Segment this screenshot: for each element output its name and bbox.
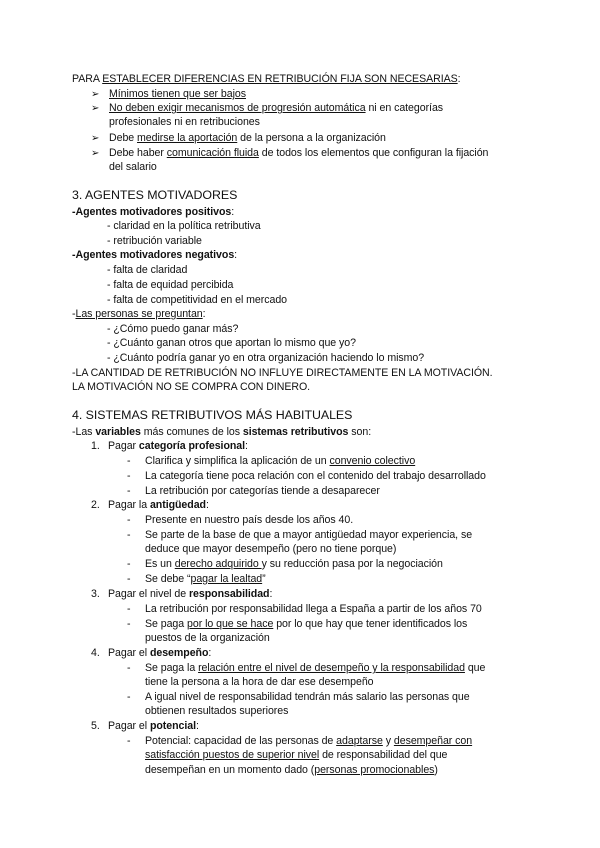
sub-text: Se paga la xyxy=(145,662,199,674)
question-item: - ¿Cuánto ganan otros que aportan lo mismo que yo? xyxy=(107,337,356,349)
item-bold: desempeño xyxy=(149,647,209,659)
list-number: 3. xyxy=(91,588,100,600)
dash-bullet: - xyxy=(127,573,131,585)
sub-text: por lo que hay que tener identificados los xyxy=(273,618,468,630)
item-bold: categoría profesional xyxy=(138,440,246,452)
item-5-sub-1-cont xyxy=(145,749,447,762)
sub-underlined: derecho adquirido xyxy=(174,558,262,570)
sub-underlined: pagar la lealtad xyxy=(190,573,263,585)
section-4-intro xyxy=(72,426,371,439)
item-4-sub-2-cont: obtienen resultados superiores xyxy=(145,705,289,717)
positive-label: -Agentes motivadores positivos: xyxy=(72,206,235,218)
dash-bullet: - xyxy=(127,603,131,615)
sub-underlined: por lo que se hace xyxy=(187,618,274,630)
arrow-bullet-icon: ➢ xyxy=(91,103,100,114)
bullet-text: de la persona a la organización xyxy=(237,132,386,144)
sub-underlined: relación entre el nivel de desempeño y la responsabilidad xyxy=(198,662,465,674)
sub-text: Se debe “ xyxy=(145,573,191,585)
question-item: - ¿Cómo puedo ganar más? xyxy=(107,323,239,335)
negative-item: - falta de equidad percibida xyxy=(107,279,234,291)
title-underlined xyxy=(102,73,457,85)
intro-bold: variables xyxy=(95,426,141,438)
section-4-heading: 4. SISTEMAS RETRIBUTIVOS MÁS HABITUALES xyxy=(72,408,353,422)
questions-label-text: Las personas se preguntan xyxy=(75,308,203,320)
item-1-sub-3: La retribución por categorías tiende a desaparecer xyxy=(145,485,380,497)
sub-text: Es un xyxy=(145,558,175,570)
sub-text: y xyxy=(382,735,394,747)
item-5-sub-1-cont2 xyxy=(145,764,438,777)
dash-bullet: - xyxy=(127,485,131,497)
dash-bullet: - xyxy=(127,529,131,541)
negative-label-text: -Agentes motivadores negativos xyxy=(72,249,235,261)
item-text: Pagar el xyxy=(108,647,150,659)
sub-text: ” xyxy=(262,573,266,585)
negative-item: - falta de competitividad en el mercado xyxy=(107,294,288,306)
sub-underlined: personas promocionables xyxy=(314,764,435,776)
item-text: Pagar xyxy=(108,440,139,452)
dash-bullet: - xyxy=(127,514,131,526)
dash-bullet: - xyxy=(127,558,131,570)
item-3-sub-2 xyxy=(145,618,467,631)
item-text: : xyxy=(245,440,248,452)
fija-bullet-2 xyxy=(109,102,443,115)
item-2-sub-3 xyxy=(145,558,443,571)
fija-title xyxy=(72,73,461,86)
conclusion-line-2: LA MOTIVACIÓN NO SE COMPRA CON DINERO. xyxy=(72,381,311,393)
item-2-sub-4 xyxy=(145,573,266,586)
item-1-title xyxy=(108,440,248,453)
title-prefix: PARA xyxy=(72,73,100,85)
dash-bullet: - xyxy=(127,455,131,467)
fija-bullet-1 xyxy=(109,88,246,101)
item-text: Pagar el nivel de xyxy=(108,588,189,600)
item-text: Pagar el xyxy=(108,720,150,732)
bullet-text: ni en categorías xyxy=(365,102,444,114)
sub-text: y su reducción pasa por la negociación xyxy=(261,558,443,570)
item-3-sub-1: La retribución por responsabilidad llega a España a partir de los años 70 xyxy=(145,603,482,615)
sub-text: que xyxy=(464,662,486,674)
item-4-sub-2: A igual nivel de responsabilidad tendrán más salario las personas que xyxy=(145,691,470,703)
question-item: - ¿Cuánto podría ganar yo en otra organización haciendo lo mismo? xyxy=(107,352,425,364)
dash: - xyxy=(72,308,76,320)
item-bold: potencial xyxy=(149,720,197,732)
sub-text: Se paga xyxy=(145,618,188,630)
bullet-underlined: medirse la aportación xyxy=(137,132,238,144)
bullet-text: Debe haber xyxy=(109,147,167,159)
intro-text: son: xyxy=(348,426,372,438)
item-4-title xyxy=(108,647,211,660)
fija-bullet-2-cont: profesionales ni en retribuciones xyxy=(109,116,260,128)
dash-bullet: - xyxy=(127,470,131,482)
sub-underlined: adaptarse xyxy=(336,735,383,747)
item-text: : xyxy=(208,647,212,659)
item-1-sub-1 xyxy=(145,455,415,468)
sub-underlined: desempeñar con xyxy=(393,735,473,747)
item-3-title xyxy=(108,588,272,601)
item-5-title xyxy=(108,720,199,733)
intro-bold: sistemas retributivos xyxy=(242,426,349,438)
item-2-title xyxy=(108,499,209,512)
dash-bullet: - xyxy=(127,662,131,674)
item-2-sub-2-cont: deduce que mayor desempeño (pero no tiene porque) xyxy=(145,543,397,555)
intro-text: -Las xyxy=(72,426,96,438)
item-text: : xyxy=(196,720,199,732)
arrow-bullet-icon: ➢ xyxy=(91,89,100,100)
dash-bullet: - xyxy=(127,618,131,630)
bullet-text: Mínimos tienen que ser bajos xyxy=(109,88,246,100)
item-bold: antigüedad xyxy=(149,499,206,511)
item-bold: responsabilidad xyxy=(188,588,270,600)
list-number: 5. xyxy=(91,720,100,732)
item-text: : xyxy=(205,499,209,511)
sub-text: desempeñan en un momento dado ( xyxy=(145,764,315,776)
dash-bullet: - xyxy=(127,735,131,747)
arrow-bullet-icon: ➢ xyxy=(91,133,100,144)
positive-item: - retribución variable xyxy=(107,235,202,247)
arrow-bullet-icon: ➢ xyxy=(91,148,100,159)
sub-text: Clarifica y simplifica la aplicación de un xyxy=(145,455,330,467)
sub-underlined: satisfacción puestos de superior nivel xyxy=(145,749,320,761)
fija-bullet-4 xyxy=(109,147,488,160)
intro-text: más comunes de los xyxy=(140,426,243,438)
item-text: Pagar la xyxy=(108,499,150,511)
item-1-sub-2: La categoría tiene poca relación con el contenido del trabajo desarrollado xyxy=(145,470,486,482)
sub-text: Potencial: capacidad de las personas de xyxy=(145,735,337,747)
bullet-text: Debe xyxy=(109,132,138,144)
list-number: 2. xyxy=(91,499,100,511)
item-3-sub-2-cont: puestos de la organización xyxy=(145,632,270,644)
conclusion-line-1: -LA CANTIDAD DE RETRIBUCIÓN NO INFLUYE DIRECTAMENTE EN LA MOTIVACIÓN. xyxy=(72,367,493,379)
item-2-sub-1: Presente en nuestro país desde los años 40. xyxy=(145,514,354,526)
item-2-sub-2: Se parte de la base de que a mayor antigüedad mayor experiencia, se xyxy=(145,529,473,541)
list-number: 1. xyxy=(91,440,100,452)
bullet-underlined: No deben exigir mecanismos de progresión automática xyxy=(109,102,366,114)
item-text: : xyxy=(269,588,273,600)
title-colon: : xyxy=(457,73,461,85)
bullet-text: de todos los elementos que configuran la fijación xyxy=(258,147,489,159)
sub-text: ) xyxy=(434,764,438,776)
item-4-sub-1-cont: tiene la persona a la hora de dar ese desempeño xyxy=(145,676,374,688)
positive-item: - claridad en la política retributiva xyxy=(107,220,261,232)
positive-label-text: -Agentes motivadores positivos xyxy=(72,206,232,218)
negative-label: -Agentes motivadores negativos: xyxy=(72,249,238,261)
dash-bullet: - xyxy=(127,691,131,703)
sub-text: de responsabilidad del que xyxy=(319,749,448,761)
list-number: 4. xyxy=(91,647,100,659)
fija-bullet-3 xyxy=(109,132,386,145)
title-rest: ESTABLECER DIFERENCIAS EN RETRIBUCIÓN FIJA SON NECESARIAS xyxy=(102,73,458,85)
questions-label: -Las personas se preguntan: xyxy=(72,308,206,320)
section-3-heading: 3. AGENTES MOTIVADORES xyxy=(72,188,238,202)
item-4-sub-1 xyxy=(145,662,485,675)
item-5-sub-1 xyxy=(145,735,472,748)
bullet-underlined: comunicación fluida xyxy=(166,147,259,159)
negative-item: - falta de claridad xyxy=(107,264,188,276)
fija-bullet-4-cont: del salario xyxy=(109,161,157,173)
sub-underlined: convenio colectivo xyxy=(329,455,416,467)
